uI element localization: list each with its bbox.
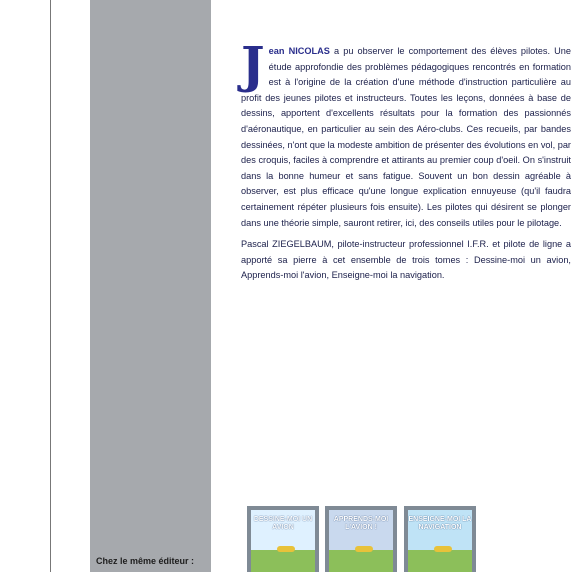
- book-cover-3-plane-icon: [434, 546, 452, 552]
- book-cover-2-plane-icon: [355, 546, 373, 552]
- book-cover-2-landscape: [329, 550, 393, 572]
- book-cover-3-landscape: [408, 550, 472, 572]
- book-cover-1-plane-icon: [277, 546, 295, 552]
- book-cover-1-landscape: [251, 550, 315, 572]
- same-editor-label: Chez le même éditeur :: [96, 556, 195, 566]
- book-cover-1-title: DESSINE-MOI UN AVION: [253, 516, 313, 531]
- book-cover-3[interactable]: [404, 506, 476, 572]
- book-cover-3-art: [408, 510, 472, 572]
- author-name: ean NICOLAS: [268, 46, 330, 56]
- book-cover-3-title: ENSEIGNE-MOI LA NAVIGATION: [408, 516, 472, 531]
- drop-cap: J: [241, 35, 265, 94]
- book-cover-1-art: [251, 510, 315, 572]
- left-margin: [0, 0, 50, 572]
- gray-spine-column: [90, 0, 211, 572]
- book-cover-1[interactable]: [247, 506, 319, 572]
- author-biography: [241, 35, 571, 284]
- biography-paragraph-1: a pu observer le comportement des élèves pilotes. Une étude approfondie des problèmes pédagogiques rencontrés en formation est à l'origine de la création d'une méthode d'instruction particulière au profit des jeunes pilotes et instructeurs. Toutes les leçons, données à base de dessins, apportent d'excellents résultats pour la formation des passionnés d'aéronautique, en particulier au sein des Aéro-clubs. Ces recueils, par bandes dessinées, n'ont que la modeste ambition de présenter des évolutions en vol, par des croquis, faciles à comprendre et attirants au premier coup d'oeil. On s'instruit dans la bonne humeur et sans fatigue. Souvent un bon dessin agréable à observer, est plus efficace qu'une longue explication ennuyeuse (qu'il faudra certainement répéter plusieurs fois ensuite). Les pilotes qui désirent se plonger dans une théorie simple, sauront retirer, ici, des conseils utiles pour le pilotage.: [241, 46, 571, 228]
- biography-paragraph-2: Pascal ZIEGELBAUM, pilote-instructeur professionnel I.F.R. et pilote de ligne a apporté sa pierre à cet ensemble de trois tomes : Dessine-moi un avion, Apprends-moi l'avion, Enseigne-moi la navigation.: [241, 239, 571, 281]
- book-cover-2-title: APPRENDS-MOI L'AVION !: [333, 516, 389, 531]
- book-cover-2-art: [329, 510, 393, 572]
- book-cover-2[interactable]: [325, 506, 397, 572]
- page-edge: [50, 0, 51, 572]
